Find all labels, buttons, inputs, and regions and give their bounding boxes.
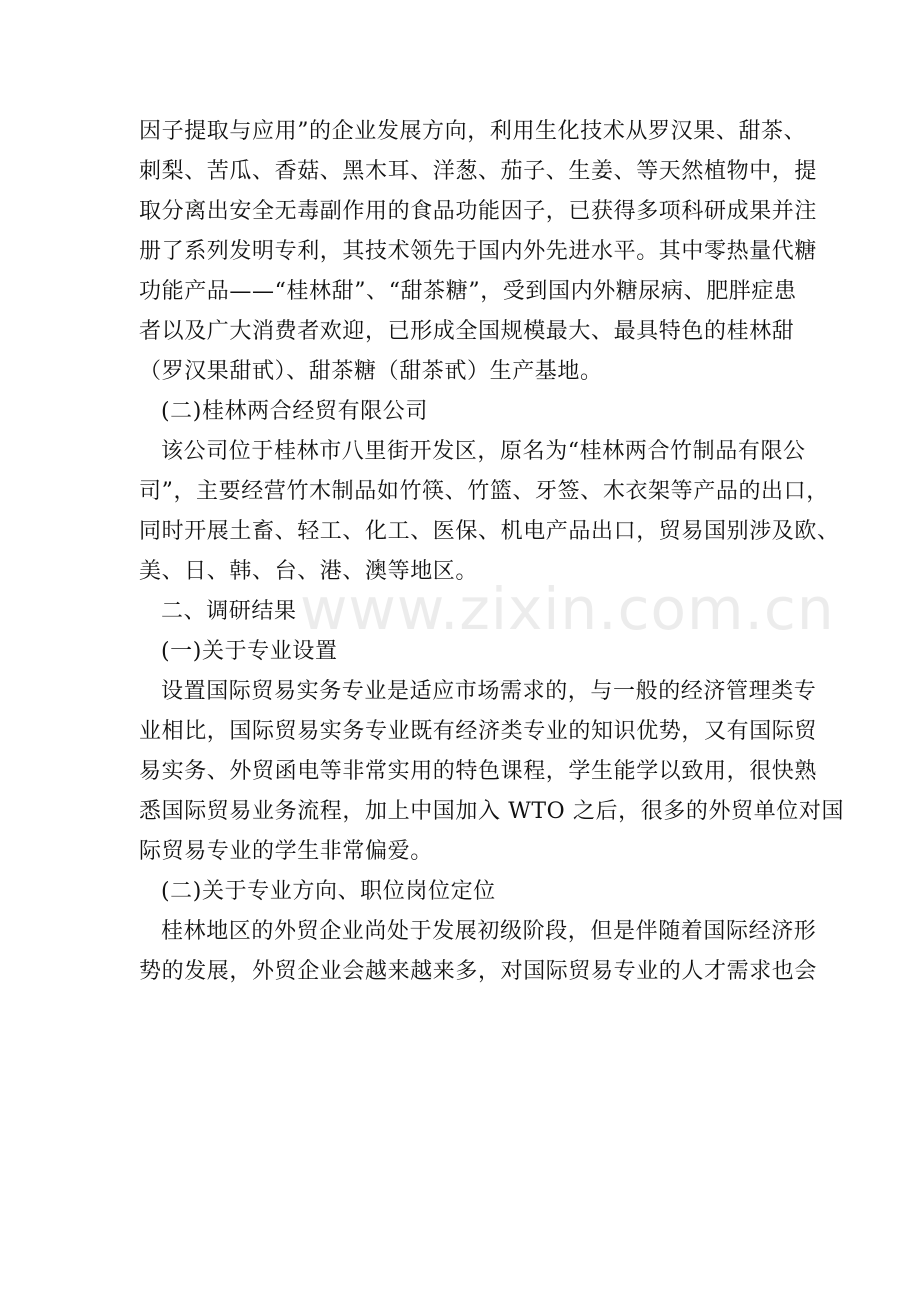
- text-line: 同时开展土畜、轻工、化工、医保、机电产品出口，贸易国别涉及欧、: [139, 519, 840, 544]
- document-body: [139, 112, 845, 992]
- text-line: 者以及广大消费者欢迎，已形成全国规模最大、最具特色的桂林甜: [139, 319, 795, 344]
- text-line: 册了系列发明专利，其技术领先于国内外先进水平。其中零热量代糖: [139, 239, 818, 264]
- text-line: 桂林地区的外贸企业尚处于发展初级阶段，但是伴随着国际经济形: [161, 919, 817, 944]
- paragraph-major-setup: [139, 672, 845, 872]
- text-line: 功能产品——“桂林甜”、“甜茶糖”，受到国内外糖尿病、肥胖症患: [139, 279, 797, 304]
- heading-major-direction: (二)关于专业方向、职位岗位定位: [161, 879, 496, 904]
- text-line: 际贸易专业的学生非常偏爱。: [139, 839, 433, 864]
- text-line: 设置国际贸易实务专业是适应市场需求的，与一般的经济管理类专: [161, 679, 817, 704]
- watermark: www.zixin.com.cn: [300, 575, 835, 643]
- text-line: 势的发展，外贸企业会越来越来多，对国际贸易专业的人才需求也会: [139, 959, 818, 984]
- heading-major-setup: (一)关于专业设置: [161, 639, 338, 664]
- heading-company2: (二)桂林两合经贸有限公司: [161, 399, 428, 424]
- text-line: 司”，主要经营竹木制品如竹筷、竹篮、牙签、木衣架等产品的出口，: [139, 479, 829, 504]
- text-line: 美、日、韩、台、港、澳等地区。: [139, 559, 479, 584]
- text-line: 易实务、外贸函电等非常实用的特色课程，学生能学以致用，很快熟: [139, 759, 818, 784]
- text-line: （罗汉果甜甙）、甜茶糖（甜茶甙）生产基地。: [139, 359, 603, 384]
- paragraph-major-direction: [139, 912, 818, 992]
- text-line: 取分离出安全无毒副作用的食品功能因子，已获得多项科研成果并注: [139, 199, 818, 224]
- text-line: 该公司位于桂林市八里街开发区，原名为“桂林两合竹制品有限公: [161, 439, 806, 464]
- heading-section-results: 二、调研结果: [161, 599, 297, 624]
- text-line: 因子提取与应用”的企业发展方向，利用生化技术从罗汉果、甜茶、: [139, 119, 807, 144]
- text-line: 刺梨、苦瓜、香菇、黑木耳、洋葱、茄子、生姜、等天然植物中，提: [139, 159, 818, 184]
- paragraph-company2-description: [139, 432, 840, 592]
- text-line: 业相比，国际贸易实务专业既有经济类专业的知识优势，又有国际贸: [139, 719, 818, 744]
- text-line: 悉国际贸易业务流程，加上中国加入 WTO 之后，很多的外贸单位对国: [139, 799, 845, 824]
- paragraph-company1-description: [139, 112, 818, 392]
